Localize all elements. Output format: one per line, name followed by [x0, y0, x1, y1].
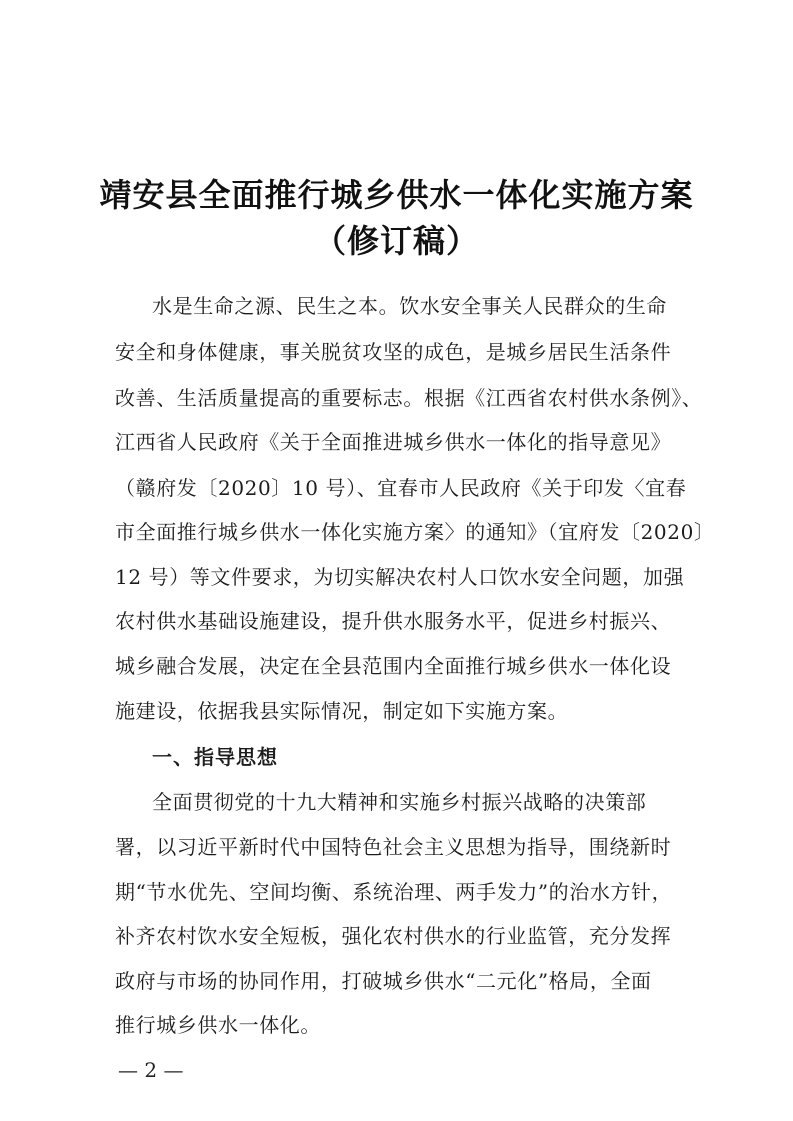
page-number: — 2 — [118, 1058, 184, 1082]
paragraph-line: 水是生命之源、民生之本。饮水安全事关人民群众的生命 [152, 294, 667, 318]
paragraph-line: 改善、生活质量提高的重要标志。根据《江西省农村供水条例》、 [115, 386, 703, 410]
paragraph-line: 全面贯彻党的十九大精神和实施乡村振兴战略的决策部 [152, 790, 647, 814]
paragraph-line: 城乡融合发展，决定在全县范围内全面推行城乡供水一体化设 [115, 654, 672, 678]
paragraph-line: 期“节水优先、空间均衡、系统治理、两手发力”的治水方针， [115, 880, 673, 904]
paragraph-line: 12 号）等文件要求，为切实解决农村人口饮水安全问题，加强 [115, 565, 685, 589]
paragraph-line: 政府与市场的协同作用，打破城乡供水“二元化”格局，全面 [115, 969, 652, 993]
document-title: 靖安县全面推行城乡供水一体化实施方案 [99, 176, 694, 214]
paragraph-line: （赣府发〔2020〕10 号）、宜春市人民政府《关于印发〈宜春 [115, 476, 687, 500]
paragraph-line: 市全面推行城乡供水一体化实施方案〉的通知》（宜府发〔2020〕 [115, 520, 715, 544]
document-subtitle: （修订稿） [313, 222, 479, 260]
paragraph-line: 署，以习近平新时代中国特色社会主义思想为指导，围绕新时 [115, 835, 672, 859]
paragraph-line: 农村供水基础设施建设，提升供水服务水平，促进乡村振兴、 [115, 609, 672, 633]
paragraph-line: 安全和身体健康，事关脱贫攻坚的成色，是城乡居民生活条件 [115, 340, 672, 364]
paragraph-line: 施建设，依据我县实际情况，制定如下实施方案。 [115, 699, 569, 723]
paragraph-line: 补齐农村饮水安全短板，强化农村供水的行业监管，充分发挥 [115, 924, 672, 948]
paragraph-line: 江西省人民政府《关于全面推进城乡供水一体化的指导意见》 [115, 430, 672, 454]
section-heading: 一、指导思想 [152, 745, 278, 769]
paragraph-line: 推行城乡供水一体化。 [115, 1013, 321, 1037]
